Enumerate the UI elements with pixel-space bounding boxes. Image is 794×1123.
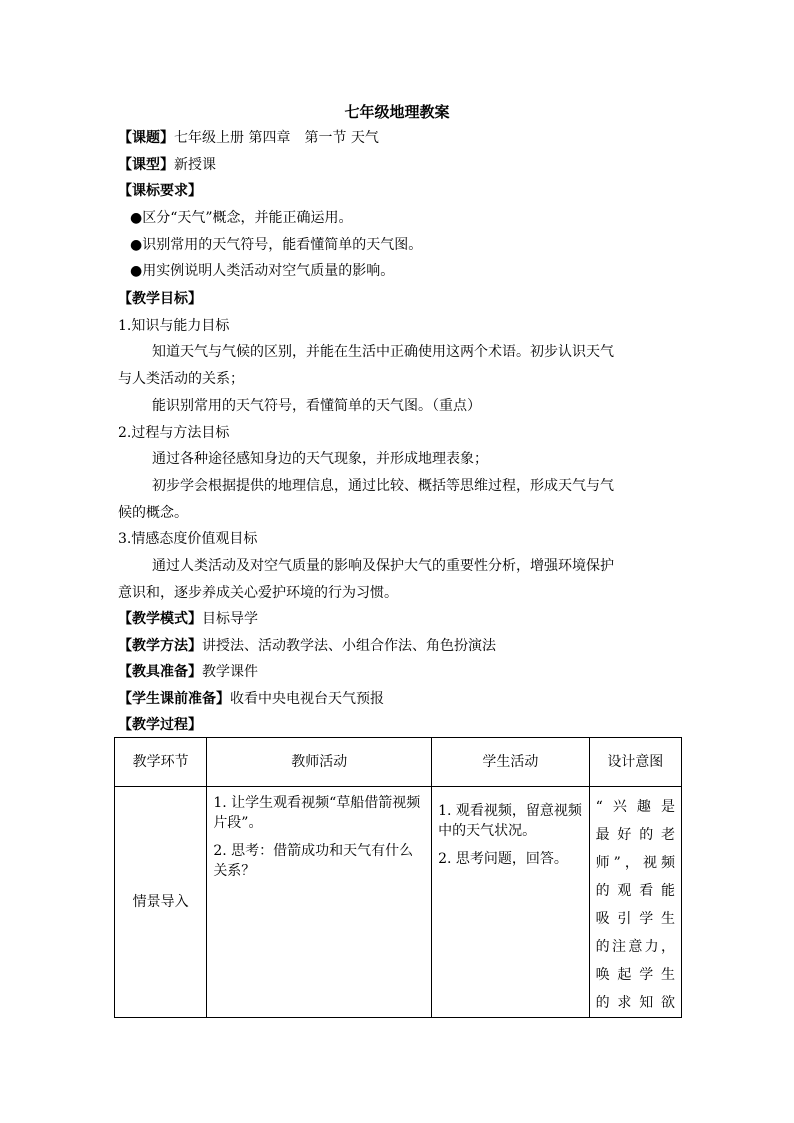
tools-label: 【教具准备】	[118, 664, 202, 680]
document-title: 七年级地理教案	[344, 103, 450, 121]
type-value: 新授课	[174, 157, 216, 173]
intent-line: 的观看能	[595, 883, 675, 899]
mode-line	[118, 609, 258, 629]
mode-label: 【教学模式】	[118, 611, 202, 627]
goal3-paragraph: 通过人类活动及对空气质量的影响及保护大气的重要性分析，增强环境保护	[152, 558, 614, 574]
goal1-paragraph-2: 能识别常用的天气符号，看懂简单的天气图。（重点）	[152, 398, 481, 414]
student-cell	[432, 787, 590, 1018]
header-teacher: 教师活动	[207, 738, 432, 787]
method-value: 讲授法、活动教学法、小组合作法、角色扮演法	[202, 638, 496, 654]
method-label: 【教学方法】	[118, 638, 202, 654]
intent-line: 师”，视频	[595, 855, 675, 871]
type-line	[118, 155, 216, 175]
tools-value: 教学课件	[202, 664, 258, 680]
table-header-row	[115, 738, 682, 787]
topic-line	[118, 128, 379, 148]
header-stage: 教学环节	[115, 738, 207, 787]
goal1-paragraph-cont: 与人类活动的关系；	[118, 371, 244, 387]
student-prep-label: 【学生课前准备】	[118, 691, 230, 707]
topic-label: 【课题】	[118, 130, 174, 146]
intent-cell	[589, 787, 681, 1018]
intent-line: 的求知欲	[595, 995, 675, 1011]
intent-line: 唤起学生	[595, 967, 675, 983]
process-table	[114, 737, 682, 1018]
header-student: 学生活动	[432, 738, 590, 787]
goal3-heading: 3.情感态度价值观目标	[118, 531, 258, 547]
student-item: 2. 思考问题，回答。	[438, 851, 568, 867]
mode-value: 目标导学	[202, 611, 258, 627]
student-prep-value: 收看中央电视台天气预报	[230, 691, 384, 707]
teacher-item: 2. 思考：借箭成功和天气有什么关系？	[213, 843, 414, 879]
student-item: 1. 观看视频，留意视频中的天气状况。	[438, 803, 582, 839]
topic-value: 七年级上册 第四章 第一节 天气	[174, 130, 379, 146]
goal-heading: 【教学目标】	[118, 291, 202, 307]
student-prep-line	[118, 689, 384, 709]
standard-item: ●用实例说明人类活动对空气质量的影响。	[130, 263, 395, 279]
goal2-paragraph: 通过各种途径感知身边的天气现象，并形成地理表象；	[152, 451, 488, 467]
teacher-cell	[207, 787, 432, 1018]
goal2-paragraph-2-cont: 候的概念。	[118, 505, 188, 521]
goal2-paragraph-2: 初步学会根据提供的地理信息，通过比较、概括等思维过程，形成天气与气	[152, 478, 614, 494]
intent-line: 吸引学生	[595, 911, 675, 927]
tools-line	[118, 662, 258, 682]
process-heading: 【教学过程】	[118, 717, 202, 733]
goal1-heading: 1.知识与能力目标	[118, 318, 230, 334]
goal3-paragraph-cont: 意识和，逐步养成关心爱护环境的行为习惯。	[118, 585, 398, 601]
goal1-paragraph: 知道天气与气候的区别，并能在生活中正确使用这两个术语。初步认识天气	[152, 344, 614, 360]
intent-line: “兴趣是	[595, 799, 675, 815]
teacher-item: 1. 让学生观看视频“草船借箭视频片段”。	[213, 795, 421, 831]
intent-line: 最好的老	[595, 827, 675, 843]
stage-cell: 情景导入	[115, 787, 207, 1018]
standard-item: ●区分“天气”概念，并能正确运用。	[130, 210, 353, 226]
type-label: 【课型】	[118, 157, 174, 173]
goal2-heading: 2.过程与方法目标	[118, 425, 230, 441]
header-intent: 设计意图	[589, 738, 681, 787]
standard-item: ●识别常用的天气符号，能看懂简单的天气图。	[130, 237, 423, 253]
table-row	[115, 787, 682, 1018]
method-line	[118, 636, 496, 656]
standard-heading: 【课标要求】	[118, 183, 202, 199]
intent-line: 的注意力，	[595, 939, 675, 955]
